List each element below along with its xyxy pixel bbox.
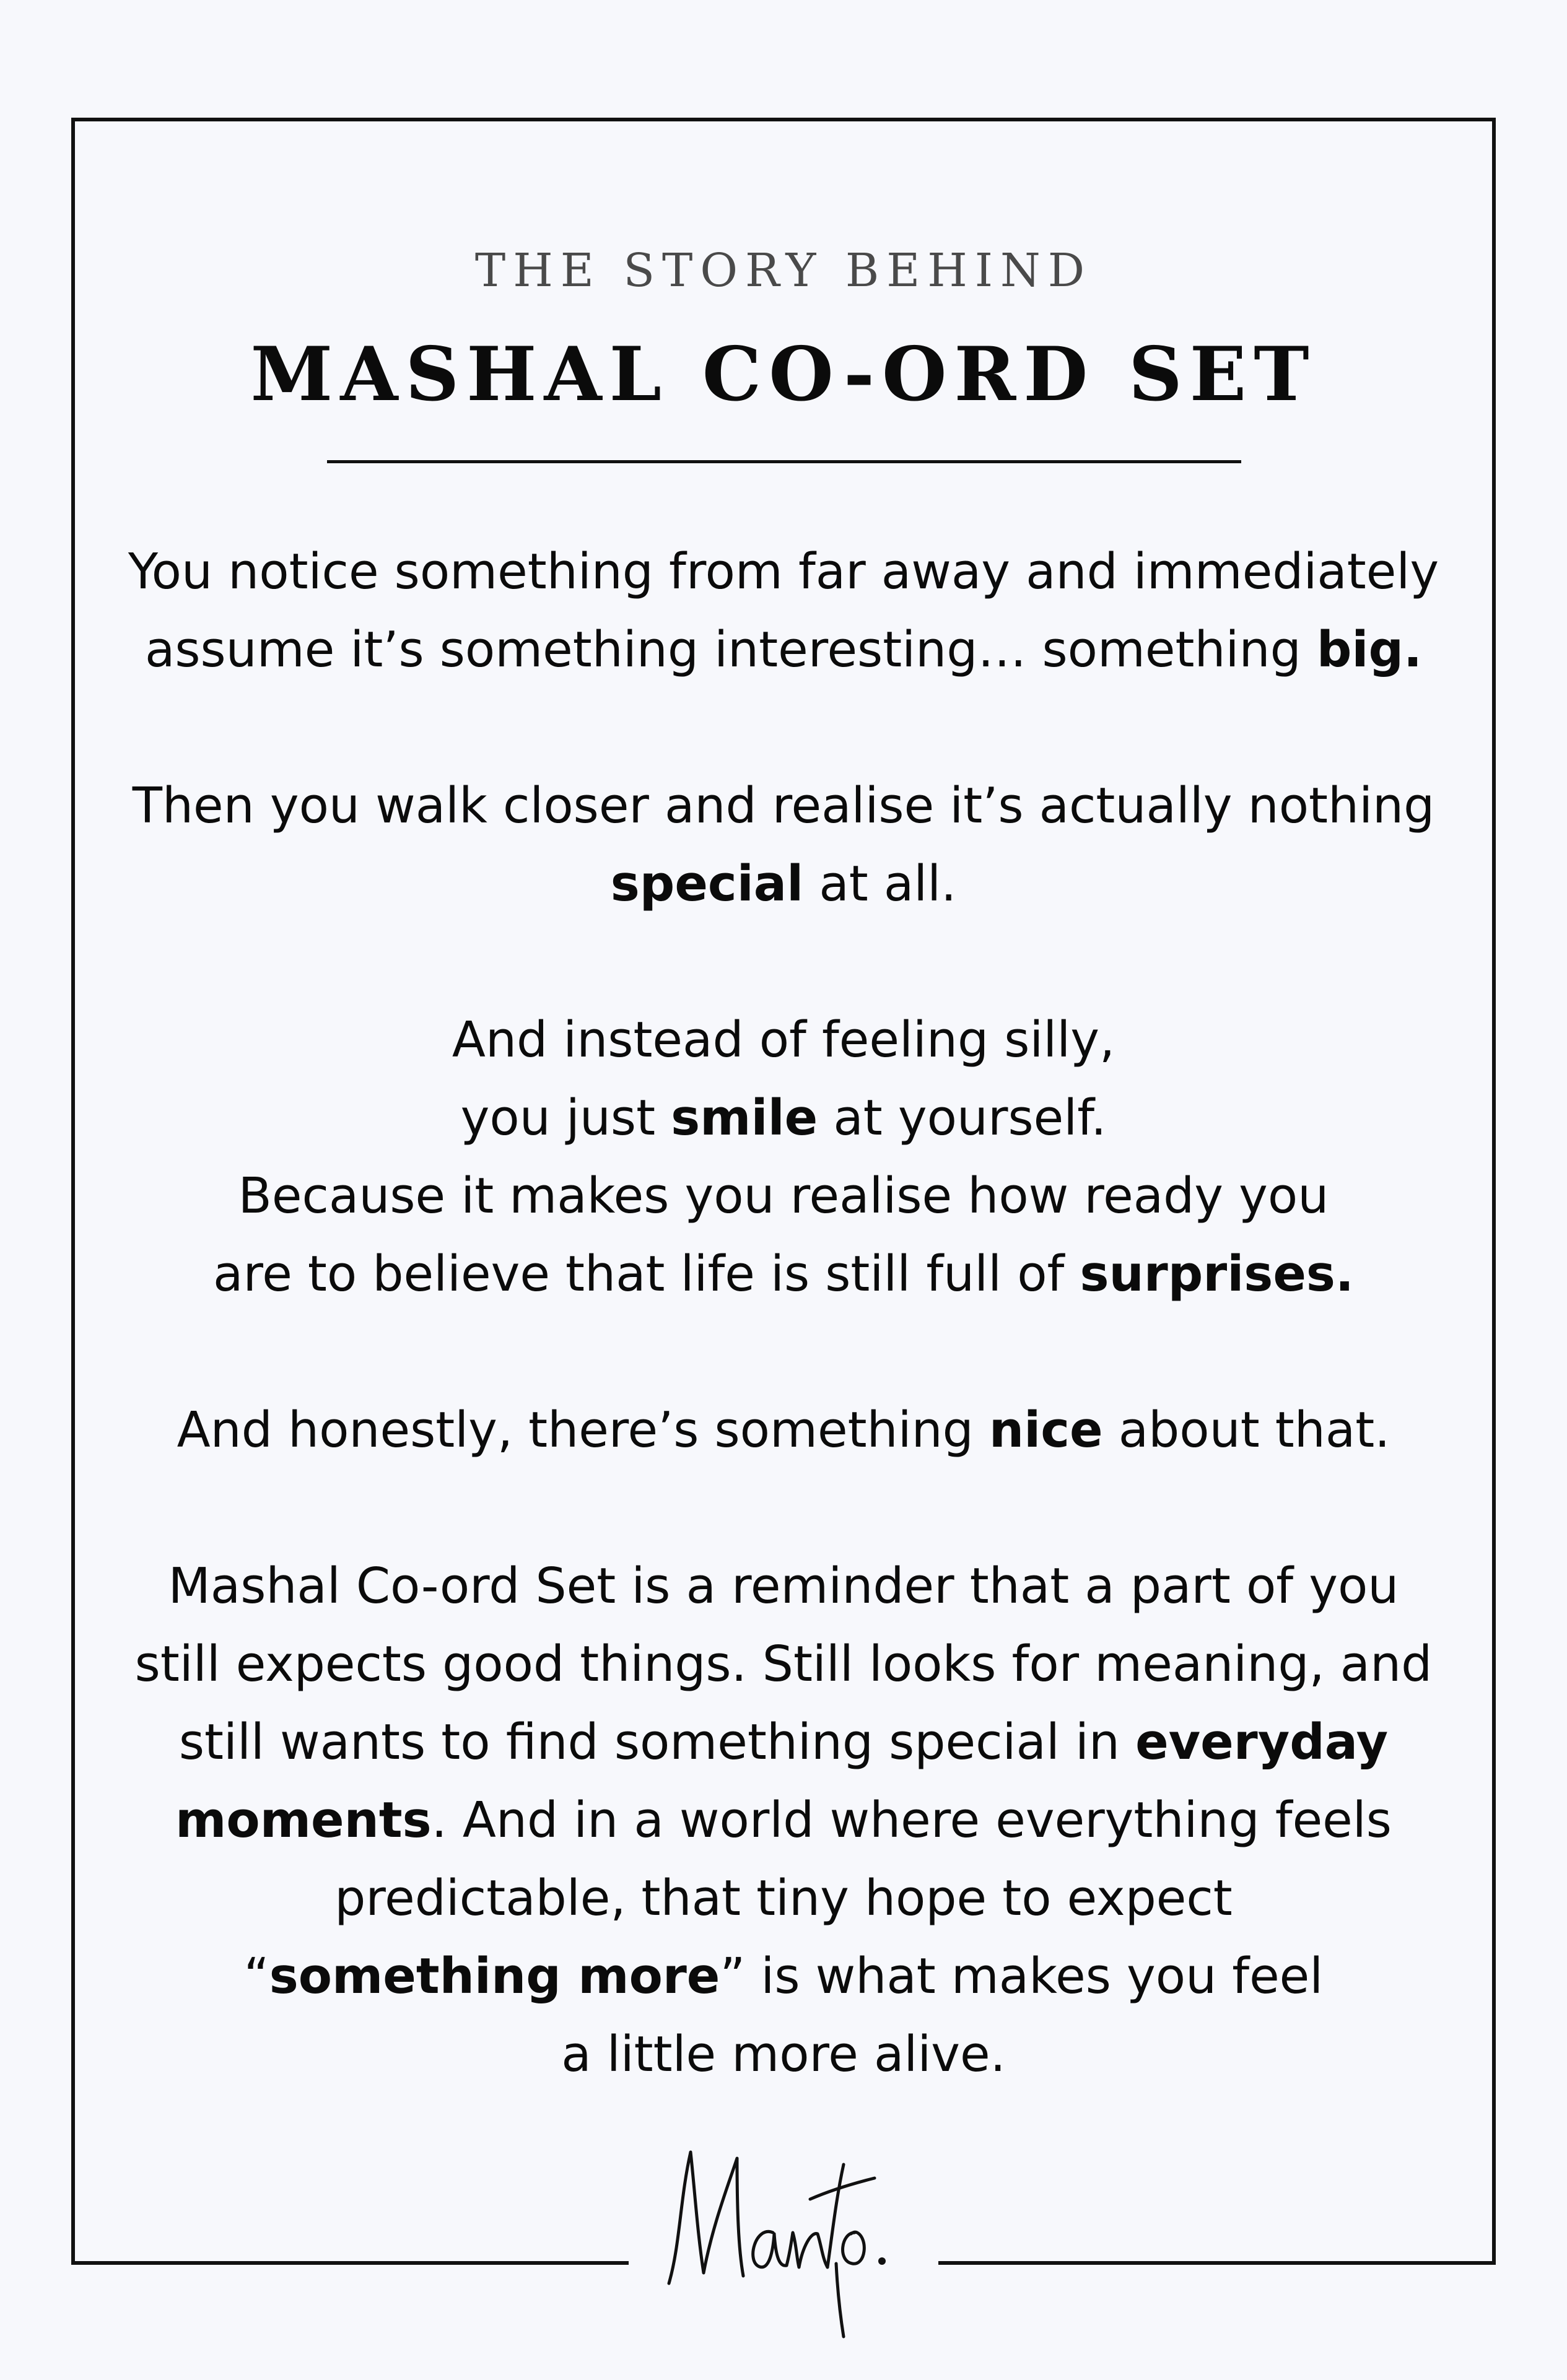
story-paragraph-2 — [118, 767, 1449, 923]
story-text — [118, 533, 1449, 2171]
story-paragraph-4 — [118, 1391, 1449, 1469]
story-line: Because it makes you realise how ready you — [238, 1167, 1329, 1224]
emphasis-special: special — [610, 855, 804, 912]
story-paragraph-1 — [118, 533, 1449, 689]
story-line: assume it’s something interesting… something — [144, 621, 1317, 678]
emphasis-something-more: something more — [269, 1948, 720, 2005]
story-line: Mashal Co-ord Set is a reminder that a part of you — [168, 1558, 1399, 1615]
emphasis-nice: nice — [989, 1401, 1103, 1458]
story-line: still wants to find something special in — [178, 1714, 1136, 1771]
title-divider — [327, 460, 1241, 463]
story-line: you just — [460, 1089, 671, 1146]
story-line: still expects good things. Still looks for meaning, and — [134, 1636, 1433, 1693]
story-line: . And in a world where everything feels — [431, 1792, 1392, 1849]
story-line: “ — [243, 1948, 269, 2005]
emphasis-everyday: everyday — [1135, 1714, 1389, 1771]
eyebrow-heading: THE STORY BEHIND — [474, 244, 1093, 297]
story-line: Then you walk closer and realise it’s actually nothing — [132, 777, 1435, 834]
story-line: at all. — [803, 855, 957, 912]
emphasis-surprises: surprises. — [1080, 1245, 1354, 1302]
emphasis-moments: moments — [175, 1792, 432, 1849]
story-line: about that. — [1102, 1401, 1390, 1458]
story-paragraph-3 — [118, 1001, 1449, 1313]
emphasis-smile: smile — [671, 1089, 818, 1146]
emphasis-big: big. — [1316, 621, 1423, 678]
manto-signature-logo — [644, 2140, 923, 2344]
story-line: And instead of feeling silly, — [452, 1011, 1115, 1068]
story-line: predictable, that tiny hope to expect — [334, 1870, 1233, 1927]
story-line: are to believe that life is still full of — [213, 1245, 1080, 1302]
story-line: You notice something from far away and immediately — [128, 543, 1439, 600]
story-line: at yourself. — [818, 1089, 1107, 1146]
page-title: MASHAL CO-ORD SET — [250, 331, 1317, 418]
story-line: And honestly, there’s something — [177, 1401, 989, 1458]
story-line: ” is what makes you feel — [720, 1948, 1324, 2005]
story-paragraph-5 — [118, 1547, 1449, 2093]
story-line: a little more alive. — [561, 2026, 1006, 2083]
